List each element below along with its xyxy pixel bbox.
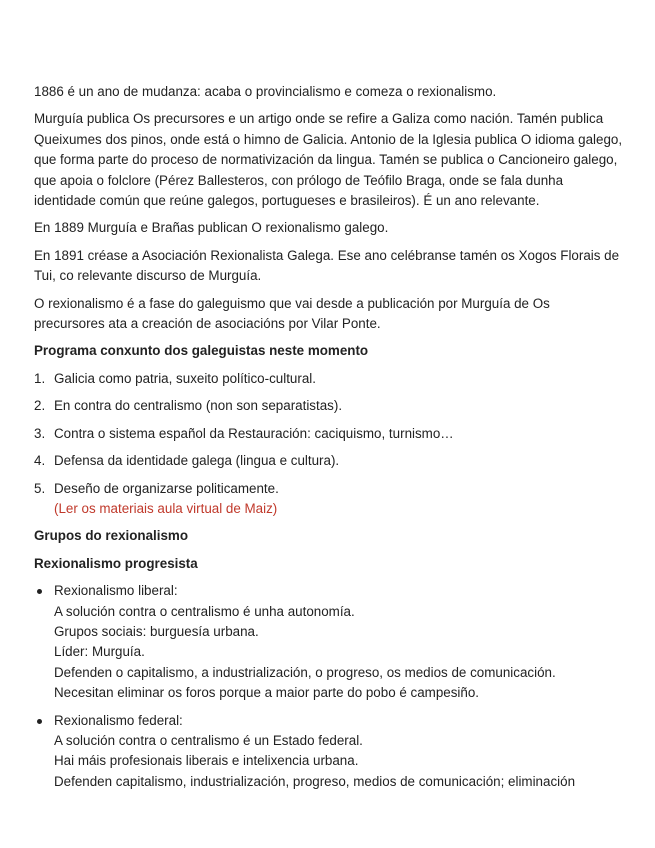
item-number: 3. (34, 425, 46, 441)
paragraph-definition: O rexionalismo é a fase do galeguismo que vai desde a publicación por Murguía de Os precursores ata a creación de asociacións por Vilar Ponte. (34, 295, 550, 332)
bullet-federal (34, 711, 624, 793)
paragraph-1886: 1886 é un ano de mudanza: acaba o provincialismo e comeza o rexionalismo. (34, 84, 497, 99)
bullet-icon (37, 719, 42, 724)
federal-line: A solución contra o centralismo é un Estado federal. (54, 732, 363, 748)
item-text: Defensa da identidade galega (lingua e cultura). (54, 453, 340, 469)
federal-line: Hai máis profesionais liberais e intelixencia urbana. (54, 753, 359, 769)
program-item (34, 479, 624, 520)
rexionalismo-list (34, 581, 624, 792)
program-list (34, 369, 624, 519)
paragraph-1891: En 1891 créase a Asociación Rexionalista Galega. Ese ano celébranse tamén os Xogos Florais de Tui, co relevante discurso de Murguía. (34, 247, 620, 284)
liberal-line: A solución contra o centralismo é unha autonomía. (54, 603, 355, 619)
liberal-line: Líder: Murguía. (54, 644, 145, 660)
liberal-line: Grupos sociais: burguesía urbana. (54, 623, 259, 639)
paragraph-1889: En 1889 Murguía e Brañas publican O rexionalismo galego. (34, 220, 389, 236)
item-text: Deseño de organizarse politicamente. (54, 480, 279, 496)
item-text: Galicia como patria, suxeito político-cultural. (54, 370, 316, 386)
item-number: 1. (34, 370, 46, 386)
item-number: 4. (34, 453, 46, 469)
federal-line: Defenden capitalismo, industrialización, progreso, medios de comunicación; eliminación (54, 773, 576, 789)
groups-heading: Grupos do rexionalismo (34, 528, 189, 544)
paragraph-murguia: Murguía publica Os precursores e un artigo onde se refire a Galiza como nación. Tamén publica Queixumes dos pinos, onde está o himno de Galicia. Antonio de la Iglesia publica O idioma galego, que forma parte do proceso de normativización da lingua. Tamén se publica o Cancioneiro galego, que apoia o folclore (Pérez Ballesteros, con prólogo de Teófilo Braga, onde se fala dunha identidade común que reúne galegos, portugueses e brasileiros). É un ano relevante. (34, 111, 623, 209)
program-item (34, 424, 624, 444)
program-item (34, 396, 624, 416)
liberal-line: Necesitan eliminar os foros porque a maior parte do pobo é campesiño. (54, 685, 480, 701)
bullet-liberal (34, 581, 624, 703)
materials-note: (Ler os materiais aula virtual de Maiz) (54, 500, 278, 516)
item-number: 5. (34, 480, 46, 496)
liberal-title: Rexionalismo liberal: (54, 583, 178, 599)
program-heading: Programa conxunto dos galeguistas neste momento (34, 343, 369, 359)
progressive-heading: Rexionalismo progresista (34, 555, 198, 571)
program-item (34, 451, 624, 471)
document-content (34, 82, 624, 799)
item-text: En contra do centralismo (non son separatistas). (54, 398, 343, 414)
federal-title: Rexionalismo federal: (54, 712, 183, 728)
item-text: Contra o sistema español da Restauración: caciquismo, turnismo… (54, 425, 454, 441)
item-number: 2. (34, 398, 46, 414)
program-item (34, 369, 624, 389)
bullet-icon (37, 589, 42, 594)
liberal-line: Defenden o capitalismo, a industrialización, o progreso, os medios de comunicación. (54, 664, 556, 680)
